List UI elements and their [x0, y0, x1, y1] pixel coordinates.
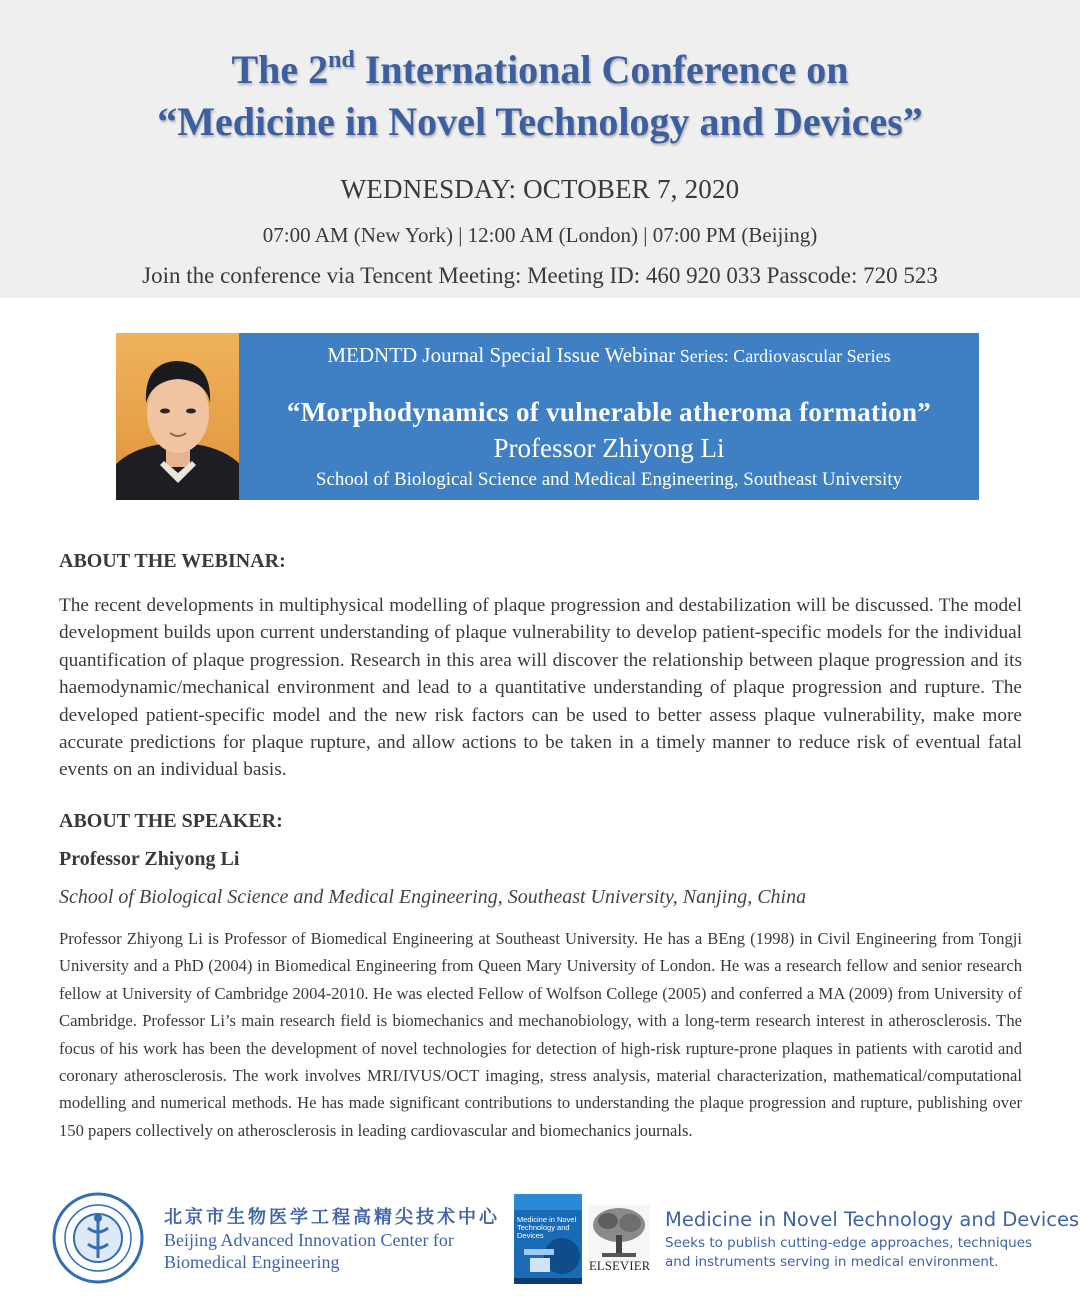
speaker-name: Professor Zhiyong Li	[59, 848, 240, 870]
event-date: WEDNESDAY: OCTOBER 7, 2020	[340, 174, 740, 204]
cover-title: Medicine in Novel Technology and Devices	[517, 1215, 577, 1240]
center-name-line1: Beijing Advanced Innovation Center for	[164, 1230, 454, 1250]
speaker-photo	[116, 333, 239, 500]
journal-cover	[514, 1194, 582, 1284]
center-name-english	[164, 1229, 454, 1273]
journal-name: Medicine in Novel Technology and Devices	[665, 1208, 1080, 1231]
conference-title-line2: “Medicine in Novel Technology and Devices”	[157, 99, 923, 144]
banner-speaker: Professor Zhiyong Li	[493, 433, 725, 463]
event-times: 07:00 AM (New York) | 12:00 AM (London) | 07:00 PM (Beijing)	[262, 223, 818, 247]
about-webinar-heading: ABOUT THE WEBINAR:	[59, 550, 286, 572]
speaker-affiliation: School of Biological Science and Medical Engineering, Southeast University, Nanjing, China	[59, 886, 807, 908]
speaker-bio: Professor Zhiyong Li is Professor of Biomedical Engineering at Southeast University. He has a BEng (1998) in Civil Engineering from Tongji University and a PhD (2004) in Biomedical Engineering from Queen Mary University of London. He was a research fellow and senior research fellow at University of Cambridge 2004-2010. He was elected Fellow of Wolfson College (2005) and conferred a MA (2009) from University of Cambridge. Professor Li’s main research field is biomechanics and mechanobiology, with a long-term research interest in atherosclerosis. The focus of his work has been the development of novel technologies for detection of high-risk rupture-prone plaques in patients with carotid and coronary atherosclerosis. The work involves MRI/IVUS/OCT imaging, stress analysis, material characterization, mathematical/computational modelling and numerical methods. He has made significant contributions to understanding the plaque progression and rupture, publishing over 150 papers collectively on atherosclerosis in leading cardiovascular and biomechanics journals.	[59, 929, 1022, 1140]
elsevier-wordmark: ELSEVIER	[589, 1259, 651, 1273]
talk-title: “Morphodynamics of vulnerable atheroma formation”	[286, 397, 932, 427]
banner-text	[239, 333, 979, 500]
innovation-center-logo	[52, 1192, 144, 1284]
about-webinar-text: The recent developments in multiphysical modelling of plaque progression and destabilization will be discussed. The model development builds upon current understanding of plaque vulnerability to develop patient-specific models for the individual quantification of plaque progression. Research in this area will discover the relationship between plaque progression and its haemodynamic/mechanical environment and lead to a quantitative understanding of plaque progression and rupture. The developed patient-specific model and the new risk factors can be used to better assess plaque vulnerability, make more accurate predictions for plaque rupture, and allow actions to be taken in a timely manner to reduce risk of eventual fatal events on an individual basis.	[59, 595, 1022, 781]
webinar-series: MEDNTD Journal Special Issue Webinar Series: Cardiovascular Series	[327, 343, 891, 367]
webinar-banner	[116, 333, 979, 500]
header-panel	[0, 0, 1080, 298]
center-name-chinese: 北京市生物医学工程高精尖技术中心	[164, 1207, 500, 1228]
banner-affiliation: School of Biological Science and Medical Engineering, Southeast University	[315, 469, 903, 490]
elsevier-tree-icon	[588, 1205, 650, 1263]
meeting-info: Join the conference via Tencent Meeting: Meeting ID: 460 920 033 Passcode: 720 523	[142, 263, 938, 288]
journal-tagline: Seeks to publish cutting-edge approaches, techniques and instruments serving in medical environment.	[665, 1235, 1033, 1270]
about-speaker-heading: ABOUT THE SPEAKER:	[59, 810, 283, 832]
center-name-line2: Biomedical Engineering	[164, 1252, 340, 1272]
conference-title-line1: The 2nd International Conference on	[231, 47, 849, 92]
